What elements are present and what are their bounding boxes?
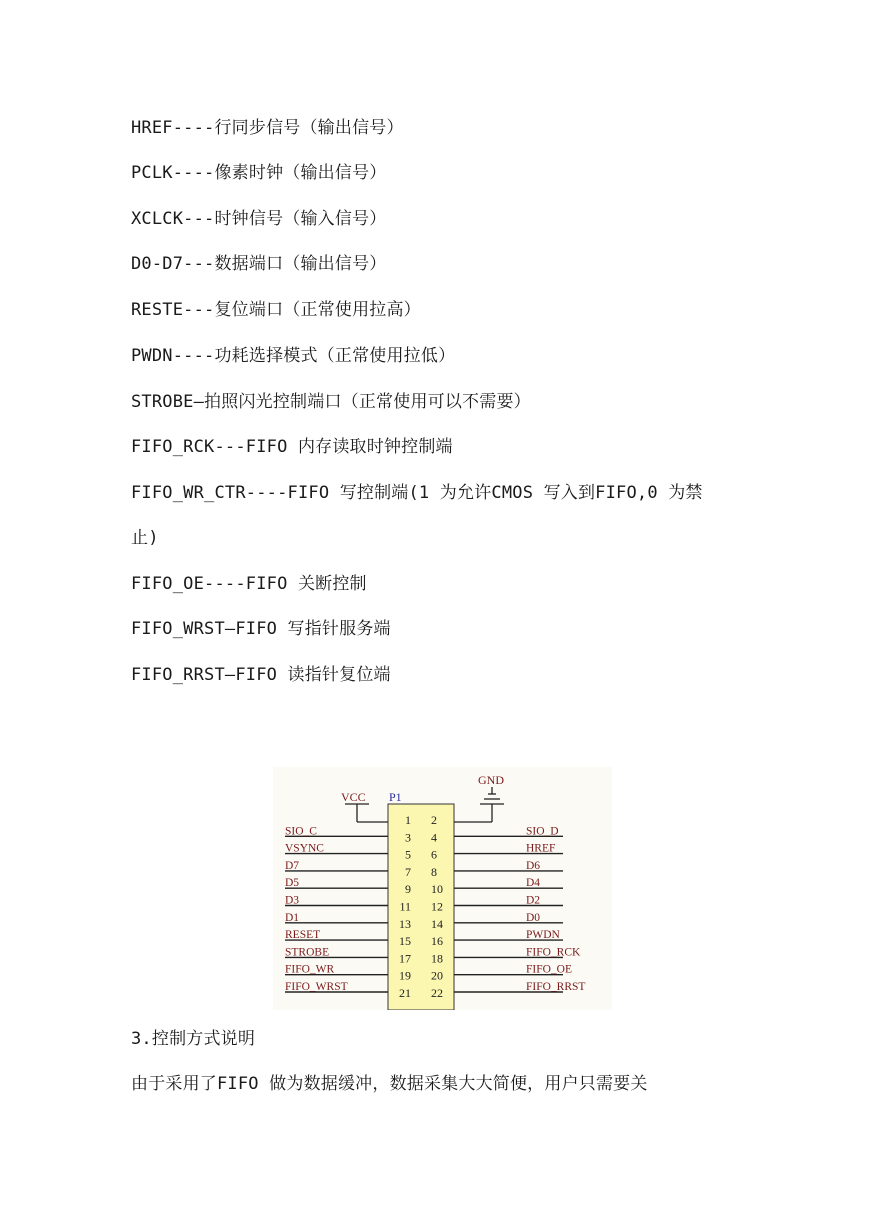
pin-number-left: 5	[405, 847, 411, 862]
text-line-pclk: PCLK----像素时钟（输出信号）	[131, 163, 387, 183]
signal-label-right: D6	[526, 859, 541, 872]
connector-pinout-diagram	[273, 767, 612, 1010]
pin-number-left: 1	[405, 813, 411, 827]
connector-body	[388, 804, 454, 1010]
signal-label-left: D7	[285, 859, 300, 872]
text-line-fifo-rrst: FIFO_RRST—FIFO 读指针复位端	[131, 665, 391, 685]
pin-number-right: 20	[431, 968, 443, 983]
signal-label-right: FIFO_OE	[526, 963, 573, 976]
gnd-label: GND	[478, 773, 504, 787]
signal-label-left: VSYNC	[285, 842, 324, 855]
pin-number-left: 13	[399, 916, 411, 931]
signal-label-right: D4	[526, 877, 541, 890]
signal-label-right: D2	[526, 894, 541, 907]
pin-number-right: 8	[431, 864, 437, 879]
text-line-reset: RESTE---复位端口（正常使用拉高）	[131, 300, 421, 320]
vcc-label: VCC	[341, 790, 366, 804]
signal-label-right: D0	[526, 911, 541, 924]
text-line-strobe: STROBE—拍照闪光控制端口（正常使用可以不需要）	[131, 392, 531, 412]
text-line-pwdn: PWDN----功耗选择模式（正常使用拉低）	[131, 346, 456, 366]
pin-number-left: 9	[405, 882, 411, 897]
signal-label-right: PWDN	[526, 929, 560, 942]
pin-number-left: 7	[405, 864, 411, 879]
pin-number-left: 21	[399, 986, 411, 1000]
pin-number-left: 11	[399, 899, 411, 914]
pin-number-right: 2	[431, 813, 437, 827]
pin-number-right: 16	[431, 934, 443, 949]
pin-number-left: 17	[399, 951, 411, 966]
signal-label-left: STROBE	[285, 946, 330, 959]
signal-label-left: FIFO_WRST	[285, 981, 348, 993]
signal-label-left: FIFO_WR	[285, 963, 335, 976]
signal-label-left: D5	[285, 877, 300, 890]
paragraph-text: 由于采用了FIFO 做为数据缓冲，数据采集大大简便，用户只需要关	[131, 1074, 648, 1094]
text-line-fifo-wr-ctr: FIFO_WR_CTR----FIFO 写控制端(1 为允许CMOS 写入到FIFO,0 为禁	[131, 483, 703, 503]
signal-label-left: RESET	[285, 929, 321, 942]
signal-label-left: D3	[285, 894, 300, 907]
signal-label-right: SIO_D	[526, 825, 559, 838]
text-line-href: HREF----行同步信号（输出信号）	[131, 118, 404, 138]
pin-number-right: 22	[431, 986, 443, 1000]
text-line-fifo-oe: FIFO_OE----FIFO 关断控制	[131, 574, 367, 594]
pin-number-left: 19	[399, 968, 411, 983]
pin-number-right: 10	[431, 882, 443, 897]
text-line-data-port: D0-D7---数据端口（输出信号）	[131, 254, 387, 274]
pin-number-left: 3	[405, 830, 411, 845]
pin-number-right: 14	[431, 916, 443, 931]
section-title: 3.控制方式说明	[131, 1029, 256, 1049]
signal-label-left: D1	[285, 911, 300, 924]
signal-label-right: FIFO_RCK	[526, 946, 581, 959]
ref-label: P1	[389, 790, 402, 804]
pin-number-right: 18	[431, 951, 443, 966]
text-line-fifo-wrst: FIFO_WRST—FIFO 写指针服务端	[131, 619, 391, 639]
signal-label-left: SIO_C	[285, 825, 317, 838]
pin-number-right: 6	[431, 847, 437, 862]
text-line-fifo-wr-ctr-cont: 止)	[131, 528, 159, 548]
pin-number-right: 4	[431, 830, 437, 845]
pin-number-right: 12	[431, 899, 443, 914]
signal-label-right: HREF	[526, 842, 556, 855]
signal-label-right: FIFO_RRST	[526, 981, 586, 993]
pin-number-left: 15	[399, 934, 411, 949]
text-line-fifo-rck: FIFO_RCK---FIFO 内存读取时钟控制端	[131, 437, 453, 457]
text-line-xclck: XCLCK---时钟信号（输入信号）	[131, 209, 387, 229]
